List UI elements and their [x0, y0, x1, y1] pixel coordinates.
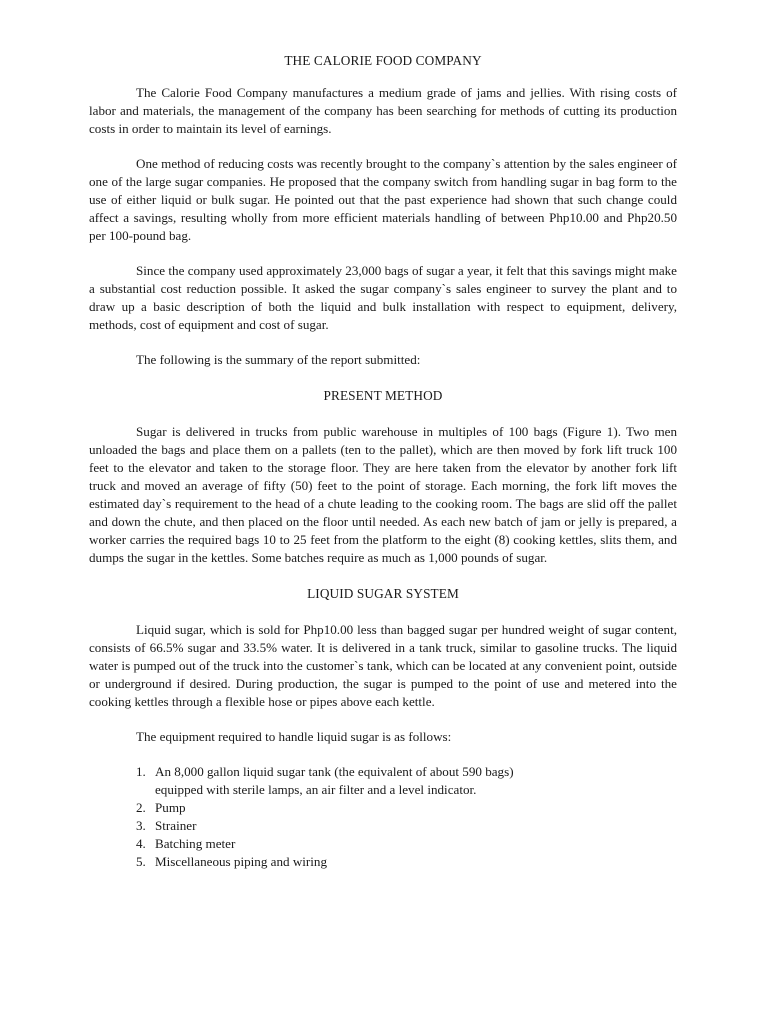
list-item-number: 3. [136, 818, 146, 833]
intro-paragraph-3: Since the company used approximately 23,000 bags of sugar a year, it felt that this savings might make a substantial cost reduction possible. It asked the sugar company`s sales engineer to survey the plant and to draw up a basic description of both the liquid and bulk installation with respect to equipment, delivery, methods, cost of equipment and cost of sugar. [89, 263, 677, 332]
document-title: THE CALORIE FOOD COMPANY [284, 53, 482, 68]
list-item-text: Pump [155, 800, 186, 815]
list-item [136, 799, 677, 817]
list-item-number: 1. [136, 764, 146, 779]
list-item-text-continued: equipped with sterile lamps, an air filter and a level indicator. [155, 782, 477, 797]
list-item-text: Miscellaneous piping and wiring [155, 854, 328, 869]
list-item [136, 763, 677, 799]
list-item-number: 4. [136, 836, 146, 851]
list-item-number: 5. [136, 854, 146, 869]
intro-paragraph-1: The Calorie Food Company manufactures a medium grade of jams and jellies. With rising costs of labor and materials, the management of the company has been searching for methods of cutting its production costs in order to maintain its level of earnings. [89, 85, 677, 136]
list-item-text: Strainer [155, 818, 197, 833]
section-heading-present-method: PRESENT METHOD [323, 388, 443, 403]
list-item [136, 835, 677, 853]
equipment-intro: The equipment required to handle liquid sugar is as follows: [136, 729, 452, 744]
present-method-paragraph: Sugar is delivered in trucks from public warehouse in multiples of 100 bags (Figure 1). Two men unloaded the bags and place them on a pallets (ten to the pallet), which are then moved by fork lift truck 100 feet to the elevator and taken to the storage floor. They are here taken from the elevator by another fork lift truck and moved an average of fifty (50) feet to the point of storage. Each morning, the fork lift moves the estimated day`s requirement to the head of a chute leading to the cooking room. The bags are slid off the pallet and down the chute, and then placed on the floor until needed. As each new batch of jam or jelly is prepared, a worker carries the required bags 10 to 25 feet from the platform to the eight (8) cooking kettles, slits them, and dumps the sugar in the kettles. Some batches require as much as 1,000 pounds of sugar. [89, 424, 677, 565]
list-item-number: 2. [136, 800, 146, 815]
list-item [136, 853, 677, 871]
section-heading-liquid-sugar: LIQUID SUGAR SYSTEM [307, 586, 459, 601]
list-item-text: Batching meter [155, 836, 236, 851]
intro-paragraph-4: The following is the summary of the report submitted: [136, 352, 421, 367]
list-item-text: An 8,000 gallon liquid sugar tank (the equivalent of about 590 bags) [155, 764, 514, 779]
list-item [136, 817, 677, 835]
liquid-sugar-paragraph: Liquid sugar, which is sold for Php10.00 less than bagged sugar per hundred weight of sugar content, consists of 66.5% sugar and 33.5% water. It is delivered in a tank truck, similar to gasoline trucks. The liquid water is pumped out of the truck into the customer`s tank, which can be located at any convenient point, outside or underground if desired. During production, the sugar is pumped to the point of use and metered into the cooking kettles through a flexible hose or pipes above each kettle. [89, 622, 677, 709]
document-page [89, 52, 677, 871]
equipment-list [89, 763, 677, 871]
intro-paragraph-2: One method of reducing costs was recently brought to the company`s attention by the sales engineer of one of the large sugar companies. He proposed that the company switch from handling sugar in bag form to the use of either liquid or bulk sugar. He pointed out that the past experience had shown that such change could affect a savings, resulting wholly from more efficient materials handling of between Php10.00 and Php20.50 per 100-pound bag. [89, 156, 677, 243]
